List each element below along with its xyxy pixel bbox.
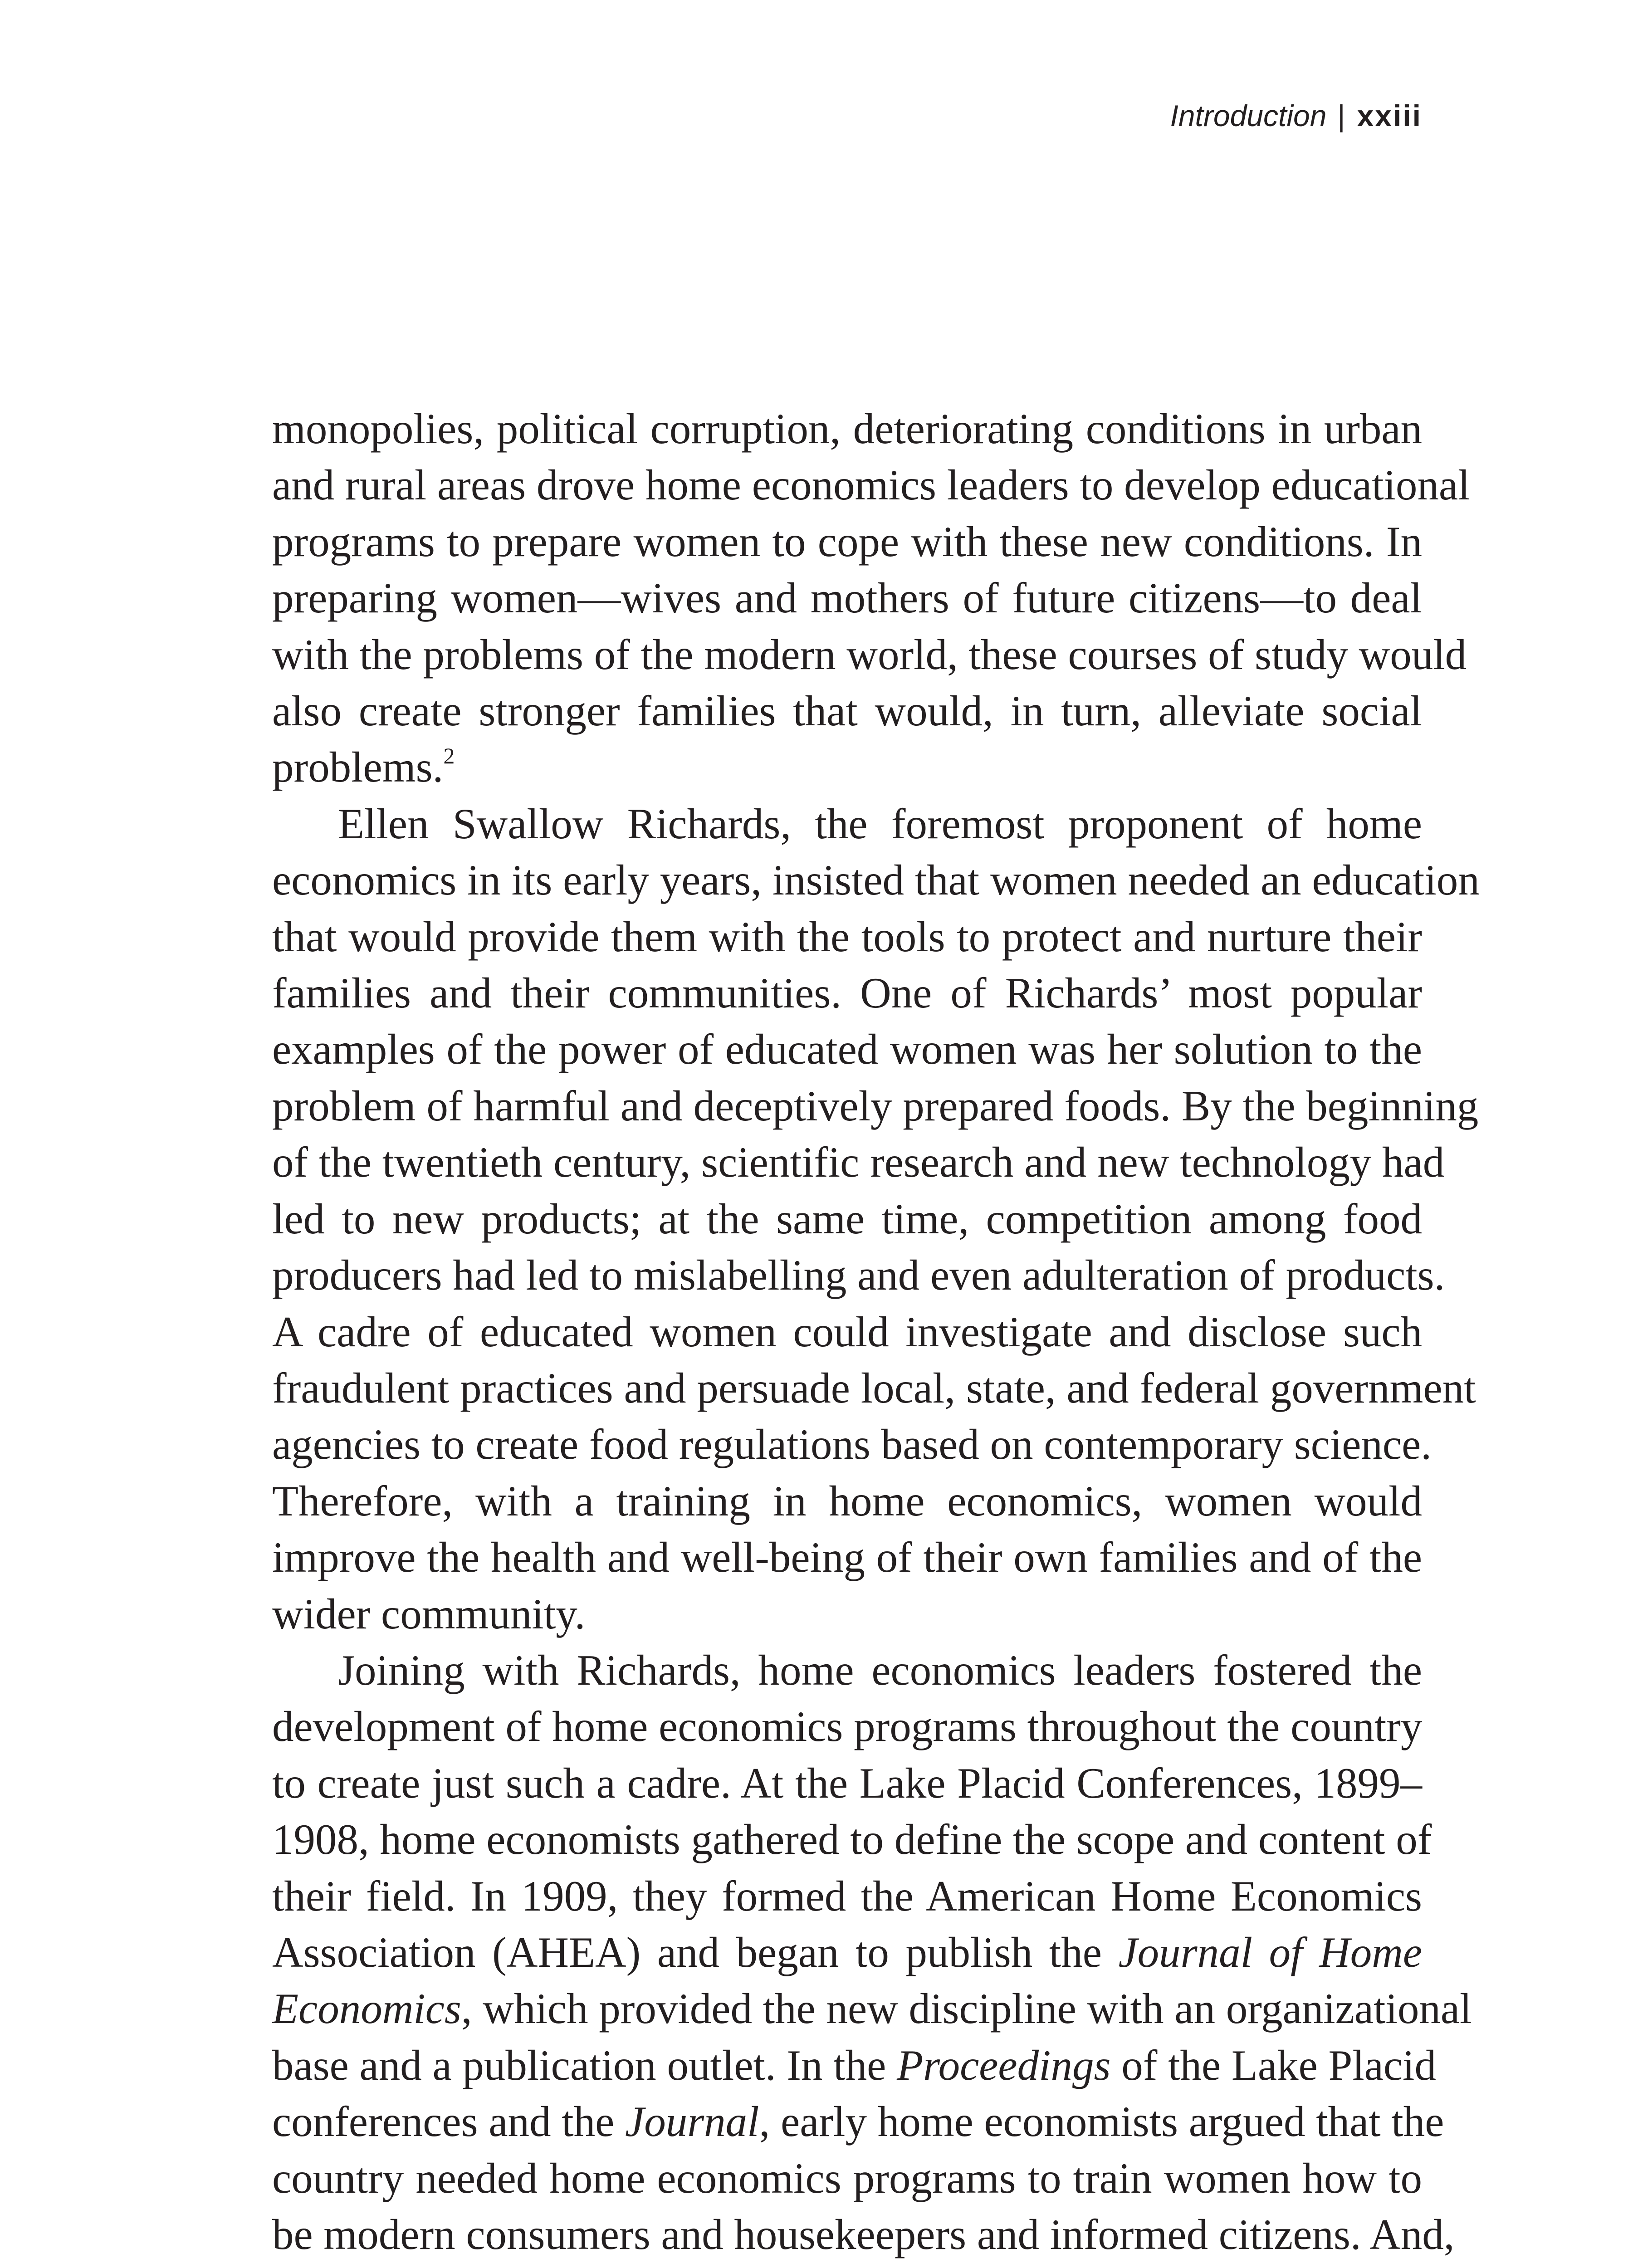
text-line: fraudulent practices and persuade local, state, and federal government xyxy=(272,1364,1476,1412)
footnote-reference[interactable]: 2 xyxy=(443,743,455,768)
text-line: wider community. xyxy=(272,1589,586,1638)
paragraph-1 xyxy=(272,401,1470,796)
text-run: Association (AHEA) and began to publish the xyxy=(272,1928,1119,1976)
running-head xyxy=(1170,98,1422,134)
text-line: of the twentieth century, scientific research and new technology had xyxy=(272,1138,1445,1187)
text-run: conferences and the xyxy=(272,2097,626,2146)
paragraph-2 xyxy=(272,796,1480,1642)
text-line: preparing women—wives and mothers of future citizens—to deal xyxy=(272,574,1422,622)
text-line: led to new products; at the same time, competition among food xyxy=(272,1194,1422,1243)
running-head-separator: | xyxy=(1337,99,1345,132)
journal-title: Economics xyxy=(272,1984,461,2033)
text-run: , early home economists argued that the xyxy=(759,2097,1444,2146)
paragraph-3 xyxy=(272,1642,1472,2263)
text-line: to create just such a cadre. At the Lake Placid Conferences, 1899– xyxy=(272,1759,1422,1807)
text-line: with the problems of the modern world, these courses of study would xyxy=(272,630,1467,679)
text-line: development of home economics programs throughout the country xyxy=(272,1702,1423,1751)
text-line xyxy=(272,739,1422,795)
text-line: Joining with Richards, home economics leaders fostered the xyxy=(338,1646,1422,1694)
text-line: A cadre of educated women could investigate and disclose such xyxy=(272,1307,1422,1356)
text-line: monopolies, political corruption, deteriorating conditions in urban xyxy=(272,405,1422,453)
text-line xyxy=(272,2037,1436,2093)
body-text xyxy=(272,401,1480,2263)
text-line: improve the health and well-being of their own families and of the xyxy=(272,1533,1422,1582)
text-line: economics in its early years, insisted that women needed an education xyxy=(272,856,1480,904)
text-run: of the Lake Placid xyxy=(1110,2041,1436,2089)
text-line: also create stronger families that would, in turn, alleviate social xyxy=(272,687,1422,735)
text-line: 1908, home economists gathered to define the scope and content of xyxy=(272,1815,1432,1864)
text-run: , which provided the new discipline with an organizational xyxy=(461,1984,1472,2033)
running-head-section: Introduction xyxy=(1170,99,1327,132)
text-line: producers had led to mislabelling and even adulteration of products. xyxy=(272,1251,1445,1300)
text-line xyxy=(272,2093,1444,2150)
text-line: families and their communities. One of Richards’ most popular xyxy=(272,969,1422,1017)
text-run: problems. xyxy=(272,743,444,792)
text-line: Ellen Swallow Richards, the foremost proponent of home xyxy=(338,799,1422,848)
journal-title: Journal xyxy=(625,2097,759,2146)
page-number: xxiii xyxy=(1357,99,1422,132)
text-line: agencies to create food regulations based on contemporary science. xyxy=(272,1420,1432,1469)
text-line: problem of harmful and deceptively prepared foods. By the beginning xyxy=(272,1081,1479,1130)
proceedings-title: Proceedings xyxy=(897,2041,1111,2089)
journal-title: Journal of Home xyxy=(1118,1928,1422,1976)
text-run: base and a publication outlet. In the xyxy=(272,2041,897,2089)
text-line xyxy=(272,1924,1422,1980)
text-line: their field. In 1909, they formed the American Home Economics xyxy=(272,1872,1422,1920)
text-line: be modern consumers and housekeepers and informed citizens. And, xyxy=(272,2210,1455,2258)
text-line: country needed home economics programs to train women how to xyxy=(272,2154,1422,2202)
text-line: Therefore, with a training in home economics, women would xyxy=(272,1476,1422,1525)
text-line xyxy=(272,1980,1472,2037)
text-line: programs to prepare women to cope with these new conditions. In xyxy=(272,517,1422,566)
text-line: and rural areas drove home economics leaders to develop educational xyxy=(272,461,1470,509)
text-line: examples of the power of educated women was her solution to the xyxy=(272,1025,1422,1074)
text-line: that would provide them with the tools to protect and nurture their xyxy=(272,912,1422,961)
